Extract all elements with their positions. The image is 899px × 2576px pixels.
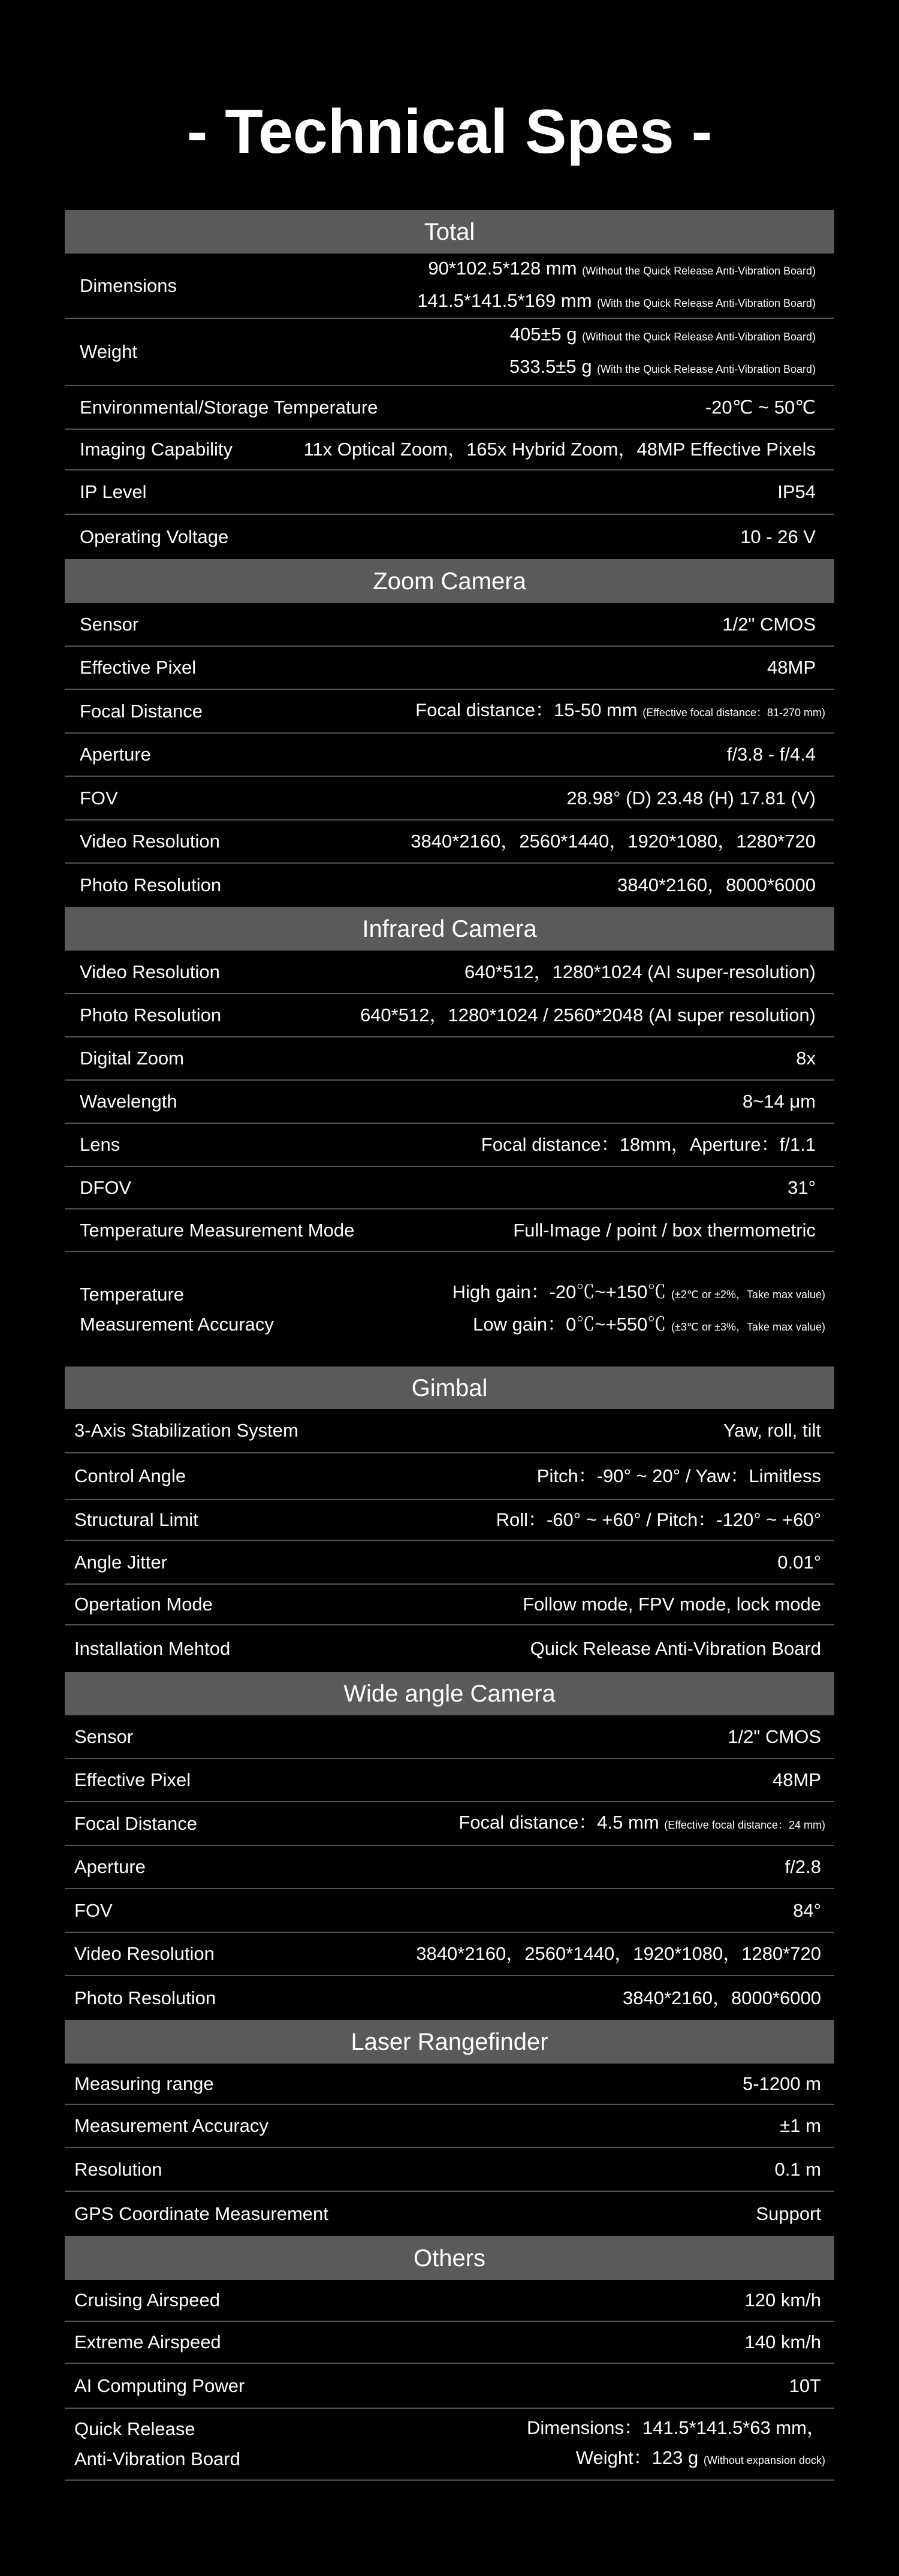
spec-value-line: [510, 323, 816, 348]
spec-value: Low gain：0℃~+550℃: [473, 1313, 666, 1335]
spec-value: Focal distance：4.5 mm: [458, 1811, 659, 1833]
section-header-zoom-camera: Zoom Camera: [65, 559, 834, 603]
spec-row-effective-pixel: [65, 647, 834, 690]
spec-label: AI Computing Power: [74, 2375, 245, 2396]
spec-note: (Effective focal distance：81-270 mm): [642, 706, 825, 719]
spec-label: Environmental/Storage Temperature: [80, 396, 378, 418]
spec-label: Cruising Airspeed: [74, 2290, 220, 2310]
spec-label: Weight: [80, 341, 137, 362]
spec-label: Aperture: [80, 744, 151, 765]
spec-label: Installation Mehtod: [74, 1638, 231, 1659]
spec-row-dimensions: [65, 254, 834, 319]
spec-row-measuring-range: [65, 2064, 834, 2105]
spec-row-aperture: [65, 734, 834, 777]
spec-value: Quick Release Anti-Vibration Board: [530, 1638, 821, 1659]
spec-label: Photo Resolution: [80, 1005, 222, 1025]
spec-note: (±2℃ or ±2%，Take max value): [671, 1288, 825, 1301]
spec-label: Digital Zoom: [80, 1048, 184, 1069]
spec-value-group: [417, 257, 816, 315]
spec-row-video-resolution: [65, 1933, 834, 1976]
spec-label: Photo Resolution: [74, 1987, 216, 2008]
spec-row-focal-distance: [65, 1802, 834, 1846]
section-header-infrared-camera: Infrared Camera: [65, 907, 834, 951]
spec-label: Video Resolution: [74, 1943, 215, 1964]
spec-row-stabilization: [65, 1409, 834, 1453]
section-header-gimbal: Gimbal: [65, 1367, 834, 1409]
spec-row-angle-jitter: [65, 1541, 834, 1585]
spec-value: Dimensions：141.5*141.5*63 mm，: [527, 2417, 825, 2438]
spec-value: 640*512，1280*1024 / 2560*2048 (AI super resolution): [360, 1005, 816, 1025]
spec-value: Support: [756, 2203, 821, 2224]
spec-label: Measuring range: [74, 2073, 214, 2094]
spec-note: (±3℃ or ±3%，Take max value): [671, 1320, 825, 1333]
spec-value-line: [527, 2417, 825, 2439]
spec-value: Pitch：-90° ~ 20° / Yaw：Limitless: [536, 1465, 821, 1486]
spec-row-fov: [65, 1889, 834, 1933]
spec-label: Measurement Accuracy: [74, 2115, 269, 2136]
spec-label: Extreme Airspeed: [74, 2331, 221, 2352]
spec-value: 0.1 m: [774, 2158, 821, 2180]
spec-value: 5-1200 m: [743, 2073, 821, 2094]
spec-value: 48MP: [773, 1769, 821, 1790]
spec-label: Effective Pixel: [74, 1769, 191, 1790]
spec-value: 1/2" CMOS: [722, 613, 816, 635]
spec-row-measurement-accuracy: [65, 2105, 834, 2148]
spec-value: 0.01°: [777, 1551, 821, 1573]
spec-label: Temperature: [80, 1283, 185, 1305]
spec-row-aperture: [65, 1846, 834, 1889]
spec-row-sensor: [65, 603, 834, 647]
spec-note: (With the Quick Release Anti-Vibration Board): [597, 363, 816, 375]
spec-label: Resolution: [74, 2158, 162, 2180]
spec-note: (With the Quick Release Anti-Vibration Board): [597, 297, 816, 309]
spec-label: Temperature Measurement Mode: [80, 1219, 355, 1241]
spec-value-line: [415, 699, 825, 724]
spec-label: 3-Axis Stabilization System: [74, 1420, 298, 1441]
spec-value: IP54: [777, 481, 816, 502]
spec-value: 3840*2160，8000*6000: [623, 1987, 821, 2008]
spec-value-line: [428, 257, 816, 282]
spec-row-voltage: [65, 515, 834, 559]
spec-row-effective-pixel: [65, 1759, 834, 1802]
spec-row-ip-level: [65, 470, 834, 515]
spec-value: 8~14 μm: [742, 1091, 816, 1112]
spec-label: DFOV: [80, 1177, 132, 1198]
spec-value: 8x: [796, 1048, 816, 1069]
spec-label: Focal Distance: [80, 700, 203, 722]
spec-value: Weight：123 g: [575, 2447, 699, 2468]
spec-label: Control Angle: [74, 1465, 186, 1486]
spec-label: Opertation Mode: [74, 1594, 213, 1615]
spec-label-group: [80, 1283, 274, 1336]
spec-label: Wavelength: [80, 1091, 177, 1112]
spec-label: Sensor: [74, 1726, 134, 1747]
section-header-others: Others: [65, 2236, 834, 2280]
spec-row-cruising-airspeed: [65, 2280, 834, 2322]
spec-value-line: [458, 1811, 825, 1836]
spec-label: Focal Distance: [74, 1812, 198, 1834]
spec-row-video-resolution: [65, 821, 834, 864]
spec-row-digital-zoom: [65, 1037, 834, 1081]
spec-label: GPS Coordinate Measurement: [74, 2203, 328, 2224]
spec-value: Follow mode, FPV mode, lock mode: [523, 1594, 821, 1615]
spec-note: (Without expansion dock): [703, 2454, 825, 2466]
spec-value: 3840*2160，2560*1440，1920*1080，1280*720: [416, 1943, 821, 1964]
spec-value: 120 km/h: [744, 2290, 821, 2310]
spec-label: Quick Release: [74, 2418, 195, 2439]
spec-row-extreme-airspeed: [65, 2322, 834, 2364]
spec-value: 84°: [793, 1899, 821, 1921]
spec-row-sensor: [65, 1715, 834, 1759]
spec-row-installation: [65, 1625, 834, 1672]
spec-row-photo-resolution: [65, 994, 834, 1037]
spec-value-line: [473, 1313, 825, 1338]
spec-value-line: [417, 289, 816, 315]
spec-value-line: [452, 1281, 825, 1306]
spec-note: (Effective focal distance：24 mm): [664, 1818, 825, 1831]
spec-row-weight: [65, 319, 834, 386]
spec-label: Sensor: [80, 613, 139, 635]
spec-label: FOV: [74, 1899, 113, 1921]
spec-row-imaging: [65, 430, 834, 470]
spec-value: 405±5 g: [509, 324, 577, 345]
spec-value: ±1 m: [780, 2115, 821, 2136]
spec-value: High gain：-20℃~+150℃: [452, 1281, 666, 1302]
spec-note: (Without the Quick Release Anti-Vibration Board): [582, 264, 816, 277]
spec-value: Focal distance：15-50 mm: [415, 699, 638, 720]
spec-row-video-resolution: [65, 951, 834, 994]
spec-label: Imaging Capability: [80, 439, 233, 460]
spec-row-fov: [65, 777, 834, 821]
spec-label: Measurement Accuracy: [80, 1313, 274, 1335]
spec-value: Full-Image / point / box thermometric: [513, 1219, 816, 1241]
spec-value: 90*102.5*128 mm: [428, 257, 577, 279]
spec-value-group: [509, 323, 816, 381]
spec-value: 533.5±5 g: [509, 356, 592, 377]
spec-row-structural-limit: [65, 1500, 834, 1541]
spec-value-line: [576, 2447, 825, 2472]
spec-value-group: [527, 2417, 825, 2472]
spec-label: FOV: [80, 787, 118, 809]
spec-value: 640*512，1280*1024 (AI super-resolution): [464, 961, 816, 982]
spec-row-temp-mode: [65, 1209, 834, 1252]
spec-row-temp-accuracy: [65, 1252, 834, 1367]
spec-row-wavelength: [65, 1081, 834, 1124]
spec-label: Operating Voltage: [80, 526, 229, 547]
spec-value: 10T: [789, 2375, 821, 2396]
spec-value: 10 - 26 V: [740, 526, 816, 547]
spec-value: 31°: [788, 1177, 816, 1198]
spec-value-group: [452, 1281, 825, 1338]
spec-row-ai-computing: [65, 2364, 834, 2409]
spec-row-operation-mode: [65, 1585, 834, 1625]
spec-label: Dimensions: [80, 275, 177, 296]
spec-value: 3840*2160，8000*6000: [617, 874, 816, 895]
spec-value: 140 km/h: [744, 2331, 821, 2352]
spec-row-focal-distance: [65, 690, 834, 734]
spec-row-gps: [65, 2192, 834, 2236]
spec-note: (Without the Quick Release Anti-Vibration Board): [582, 331, 816, 343]
section-header-wide-camera: Wide angle Camera: [65, 1672, 834, 1715]
spec-value: Roll：-60° ~ +60° / Pitch：-120° ~ +60°: [496, 1509, 821, 1530]
spec-label: Effective Pixel: [80, 657, 197, 678]
spec-value: -20℃ ~ 50℃: [705, 396, 816, 418]
spec-row-env-temp: [65, 386, 834, 430]
spec-value: 141.5*141.5*169 mm: [417, 289, 592, 311]
spec-label: Aperture: [74, 1856, 146, 1877]
spec-label: IP Level: [80, 481, 147, 502]
spec-label: Video Resolution: [80, 961, 220, 982]
spec-value: 3840*2160，2560*1440，1920*1080，1280*720: [411, 831, 816, 852]
spec-row-lens: [65, 1124, 834, 1167]
spec-label: Structural Limit: [74, 1509, 198, 1530]
spec-label-group: [74, 2418, 240, 2471]
spec-label: Video Resolution: [80, 831, 220, 852]
spec-label: Anti-Vibration Board: [74, 2448, 240, 2469]
spec-row-control-angle: [65, 1453, 834, 1500]
spec-value: 11x Optical Zoom，165x Hybrid Zoom，48MP Effective Pixels: [303, 439, 816, 460]
spec-value: f/2.8: [785, 1856, 821, 1877]
page-title: - Technical Spes -: [186, 97, 713, 167]
spec-value: 48MP: [767, 657, 816, 678]
spec-label: Lens: [80, 1134, 120, 1155]
spec-value-line: [509, 355, 816, 381]
spec-row-photo-resolution: [65, 1976, 834, 2020]
spec-value: Yaw, roll, tilt: [723, 1420, 821, 1441]
spec-row-resolution: [65, 2148, 834, 2192]
spec-value: f/3.8 - f/4.4: [726, 744, 816, 765]
spec-row-quick-release: [65, 2409, 834, 2481]
spec-row-photo-resolution: [65, 864, 834, 907]
section-header-laser: Laser Rangefinder: [65, 2020, 834, 2064]
spec-row-dfov: [65, 1167, 834, 1209]
late-sections: [65, 1367, 834, 2481]
section-header-total: Total: [65, 210, 834, 254]
spec-table: [65, 210, 834, 2481]
spec-value: 28.98° (D) 23.48 (H) 17.81 (V): [566, 787, 816, 809]
spec-value: Focal distance：18mm，Aperture：f/1.1: [481, 1134, 816, 1155]
spec-label: Photo Resolution: [80, 874, 222, 895]
spec-label: Angle Jitter: [74, 1551, 168, 1573]
spec-value: 1/2" CMOS: [728, 1726, 821, 1747]
